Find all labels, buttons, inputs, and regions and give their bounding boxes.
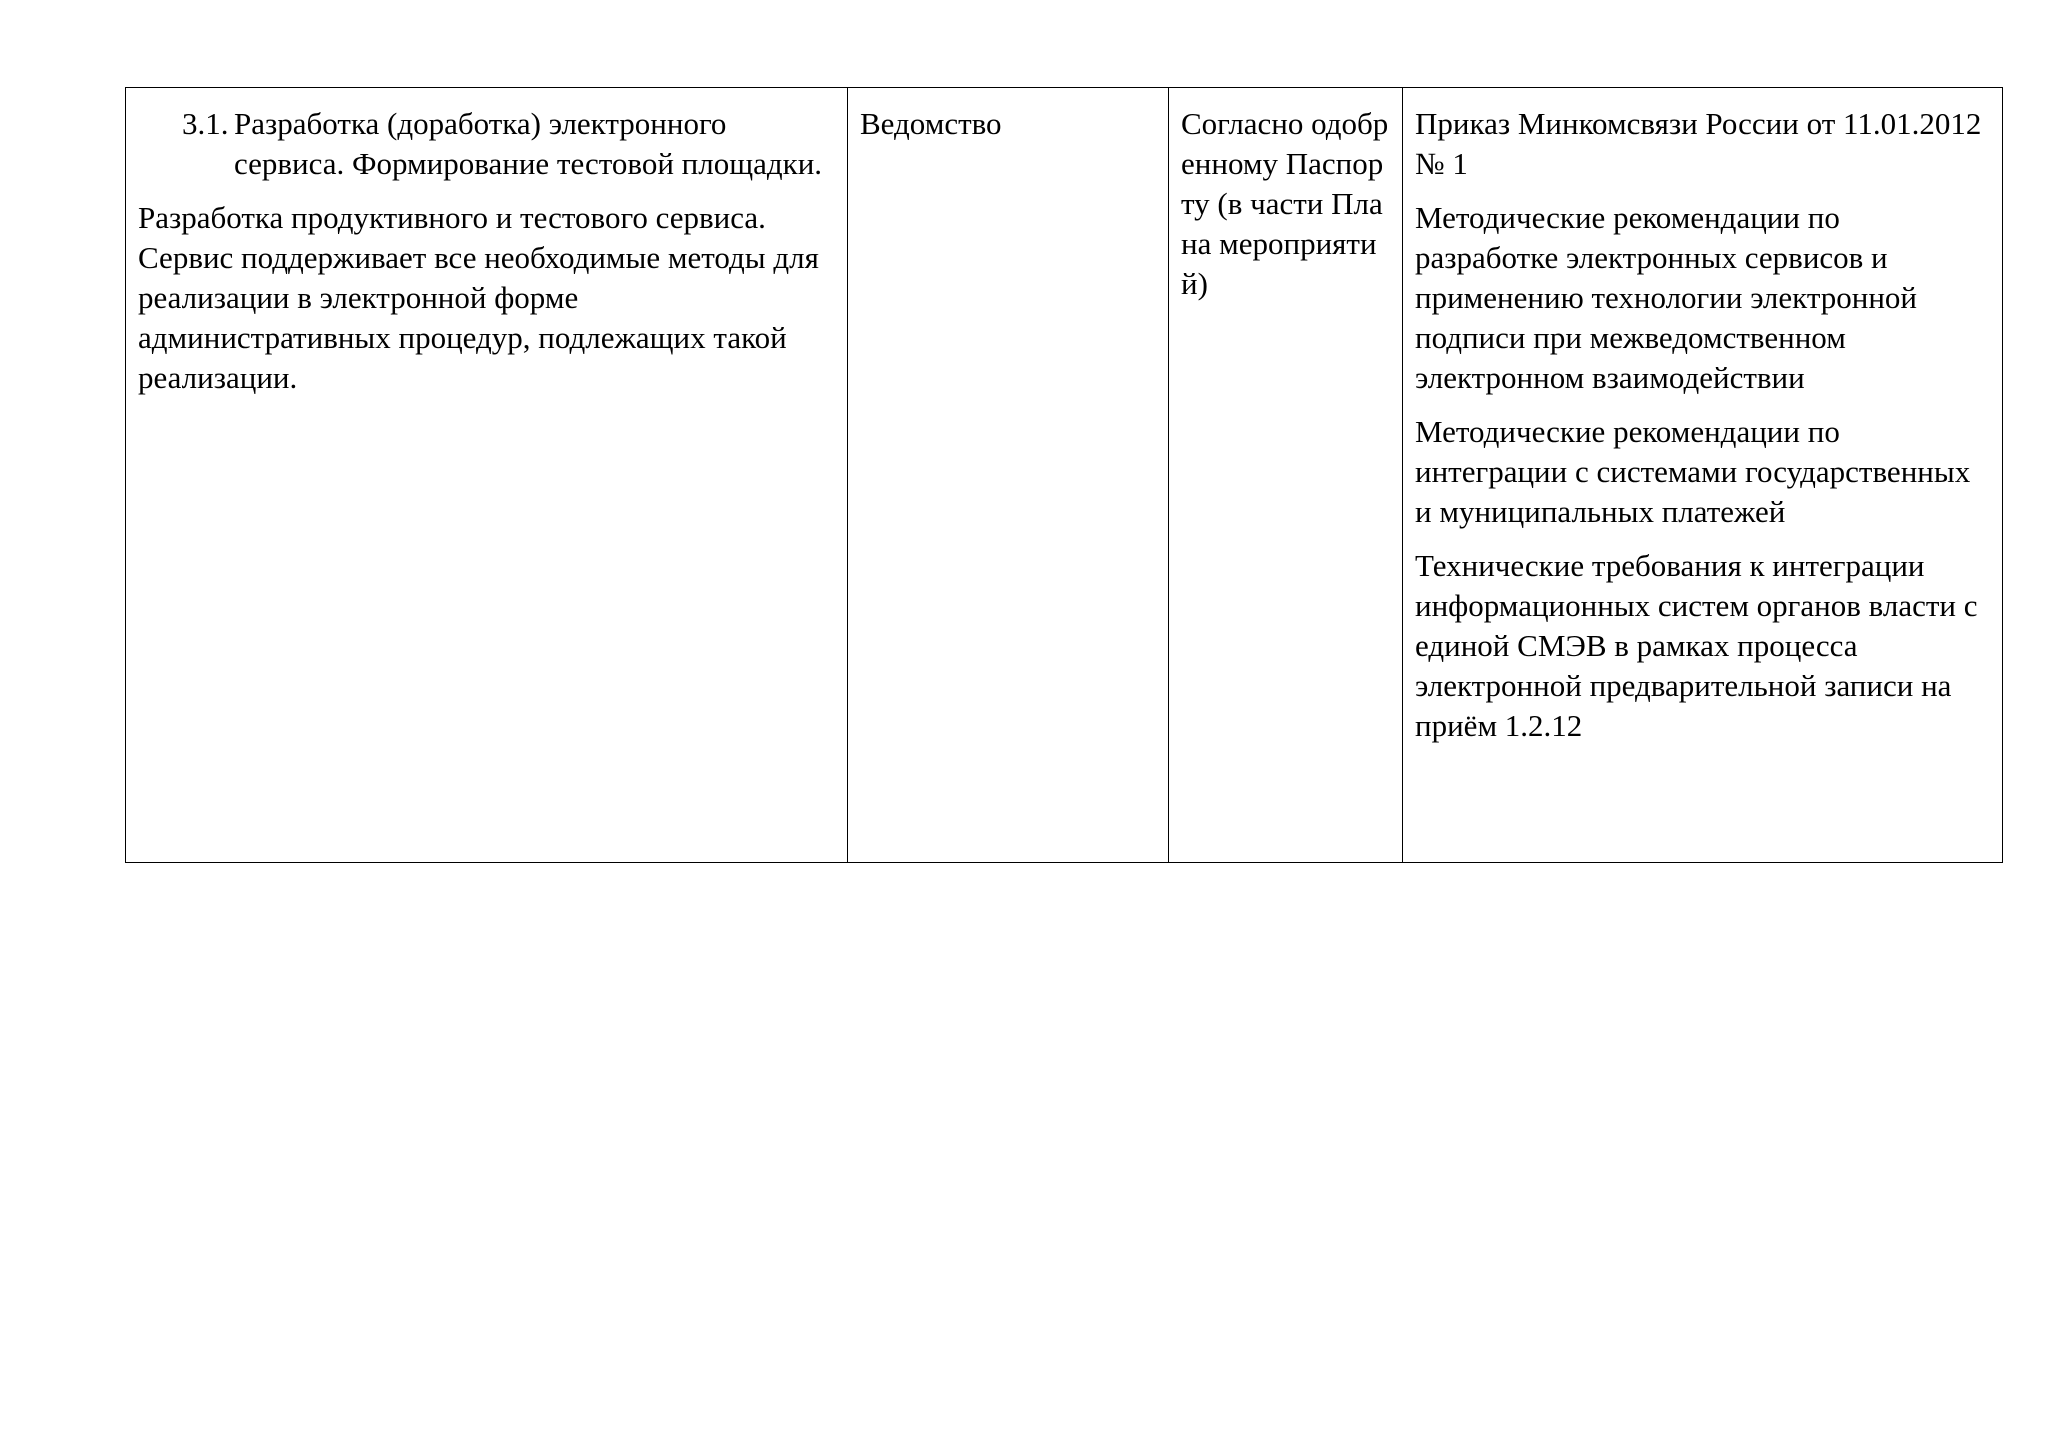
- table-row: [126, 88, 2003, 863]
- responsible-cell: [848, 88, 1169, 863]
- basis-document: Методические рекомендации по интеграции с системами государственных и муниципальных платежей: [1415, 414, 1971, 529]
- basis-cell: [1403, 88, 2003, 863]
- deadline-text: Согласно одобренному Паспорту (в части Плана мероприятий): [1181, 106, 1389, 301]
- item-description: Разработка продуктивного и тестового сервиса. Сервис поддерживает все необходимые методы для реализации в электронной форме административных процедур, подлежащих такой реализации.: [138, 200, 819, 395]
- item-heading: [138, 104, 835, 184]
- basis-document: Технические требования к интеграции информационных систем органов власти с единой СМЭВ в рамках процесса электронной предварительной записи на приём 1.2.12: [1415, 548, 1978, 743]
- basis-document: Методические рекомендации по разработке электронных сервисов и применению технологии электронной подписи при межведомственном электронном взаимодействии: [1415, 200, 1918, 395]
- activity-cell: [126, 88, 848, 863]
- basis-document: Приказ Минкомсвязи России от 11.01.2012 № 1: [1415, 106, 1982, 181]
- deadline-cell: [1169, 88, 1403, 863]
- document-table: [125, 87, 2003, 863]
- responsible-text: Ведомство: [860, 106, 1002, 141]
- item-title: Разработка (доработка) электронного сервиса. Формирование тестовой площадки.: [234, 106, 823, 181]
- item-number: 3.1.: [182, 106, 229, 141]
